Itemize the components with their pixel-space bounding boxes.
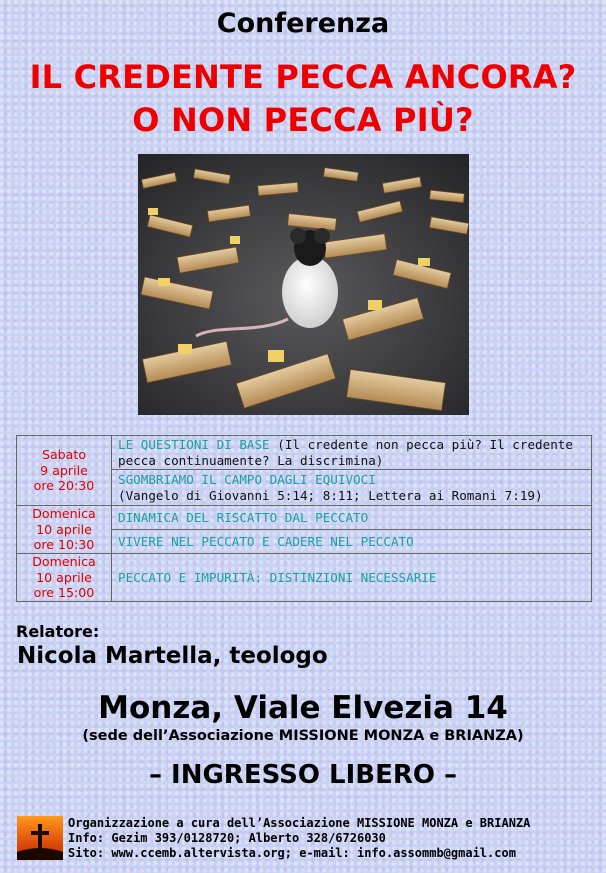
date-time: ore 20:30 [33,478,95,494]
schedule-topic: DINAMICA DEL RISCATTO DAL PECCATO [112,506,592,530]
topic-detail: (Il credente non pecca più? Il credente pecca continuamente? La discrimina) [118,436,573,468]
cross-logo-icon [17,816,63,860]
schedule-topic: PECCATO E IMPURITÀ: DISTINZIONI NECESSARIE [112,554,592,602]
footer-contacts: Info: Gezim 393/0128720; Alberto 328/6726030 [68,831,386,845]
date-day: Sabato [41,447,87,463]
date-time: ore 10:30 [33,537,95,553]
main-title-line-1: IL CREDENTE PECCA ANCORA? [29,58,577,96]
free-entry-banner: – INGRESSO LIBERO – [148,760,458,790]
footer-organizer: Organizzazione a cura dell’Associazione MISSIONE MONZA e BRIANZA [68,816,531,830]
schedule-topic [112,436,592,470]
date-date: 10 aprile [36,521,92,537]
schedule-topic: VIVERE NEL PECCATO E CADERE NEL PECCATO [112,530,592,554]
main-title-line-2: O NON PECCA PIÙ? [132,101,474,139]
venue-address: Monza, Viale Elvezia 14 [98,690,508,726]
schedule-date-cell [17,506,112,554]
schedule-date-cell [17,554,112,602]
speaker-name: Nicola Martella, teologo [17,643,328,669]
date-date: 9 aprile [40,462,88,478]
topic-detail: (Vangelo di Giovanni 5:14; 8:11; Lettera ai Romani 7:19) [118,487,543,503]
conference-label: Conferenza [216,8,390,39]
date-date: 10 aprile [36,569,92,585]
topic-title: SGOMBRIAMO IL CAMPO DAGLI EQUIVOCI [118,471,376,487]
schedule-date-cell [17,436,112,506]
schedule-table [16,435,592,602]
speaker-label: Relatore: [16,622,100,641]
topic-title: LE QUESTIONI DI BASE [118,436,270,452]
footer-website-email: Sito: www.ccemb.altervista.org; e-mail: info.assommb@gmail.com [68,846,516,860]
venue-note: (sede dell’Associazione MISSIONE MONZA e BRIANZA) [82,728,524,744]
date-day: Domenica [32,554,96,570]
schedule-topic [112,470,592,506]
mouse-mousetraps-photo [138,154,469,415]
date-time: ore 15:00 [33,585,95,601]
date-day: Domenica [32,506,96,522]
